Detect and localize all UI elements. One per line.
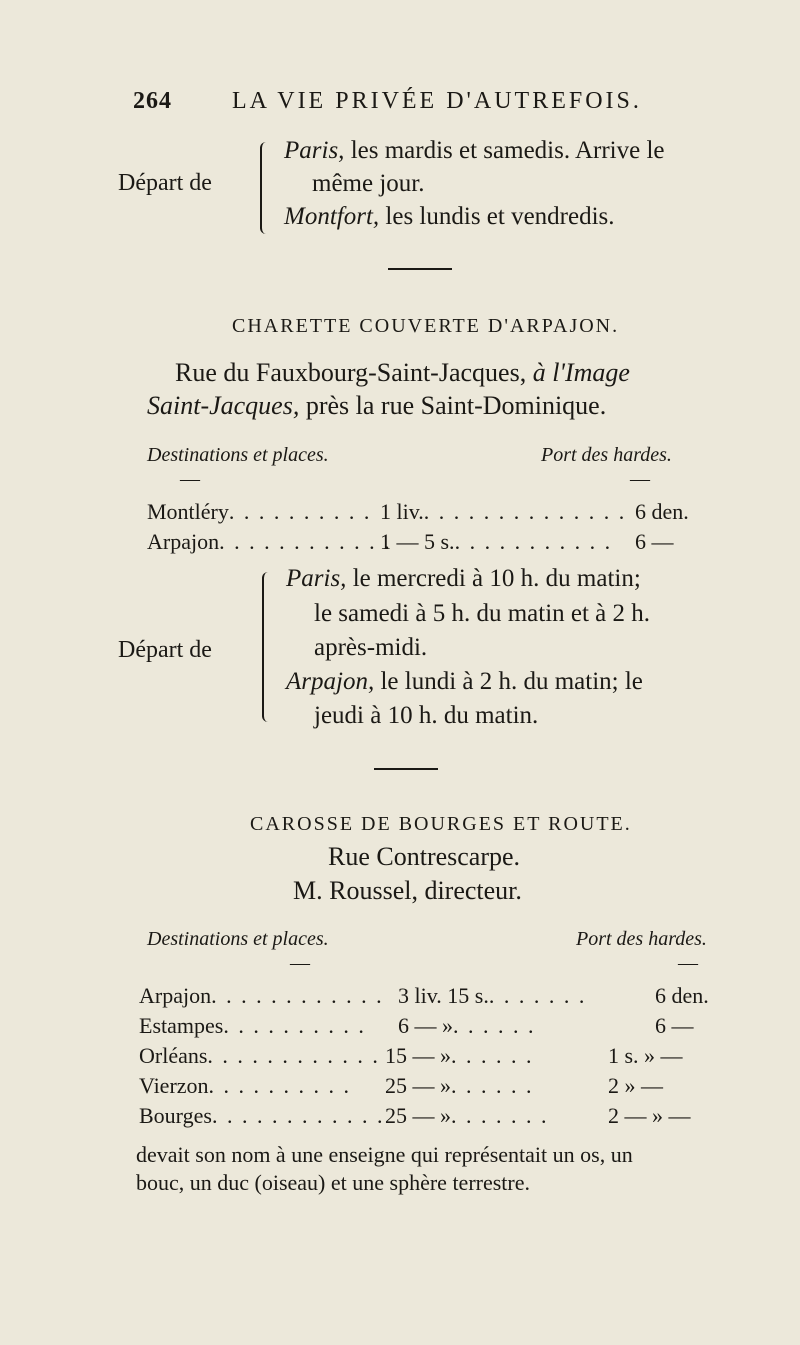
running-header [133, 88, 642, 115]
depart-line: même jour. [312, 170, 425, 197]
table-row: Vierzon. . . . . . . . . . [139, 1073, 352, 1098]
footnote-line: bouc, un duc (oiseau) et une sphère terrestre. [136, 1170, 531, 1195]
page-number: 264 [133, 88, 172, 114]
footnote-line: devait son nom à une enseigne qui représentait un os, un [136, 1142, 633, 1167]
address-line: Rue du Fauxbourg-Saint-Jacques, à l'Image [175, 358, 630, 387]
row-port: 6 — [635, 529, 674, 554]
depart-label: Départ de [118, 170, 212, 196]
row-price: 1 — 5 s.. . . . . . . . . . . [380, 529, 613, 554]
depart-line: jeudi à 10 h. du matin. [314, 702, 539, 729]
separator-rule [388, 268, 452, 270]
row-port: 1 s. » — [608, 1043, 683, 1068]
row-price: 25 — ». . . . . . . [385, 1103, 549, 1128]
table-row: Orléans. . . . . . . . . . . . [139, 1043, 380, 1068]
row-price: 6 — ». . . . . . [398, 1013, 536, 1038]
row-price: 1 liv.. . . . . . . . . . . . . . [380, 499, 627, 524]
depart-label: Départ de [118, 637, 212, 663]
depart-line: Paris, les mardis et samedis. Arrive le [284, 137, 665, 164]
row-port: 6 — [655, 1013, 694, 1038]
depart-line: Arpajon, le lundi à 2 h. du matin; le [286, 668, 643, 695]
table-row: Bourges. . . . . . . . . . . . [139, 1103, 385, 1128]
depart-line: le samedi à 5 h. du matin et à 2 h. [314, 600, 651, 627]
director-line: M. Roussel, directeur. [293, 876, 522, 905]
separator-rule [374, 768, 438, 770]
table-row: Arpajon. . . . . . . . . . . . [139, 983, 384, 1008]
row-price: 25 — ». . . . . . [385, 1073, 534, 1098]
row-port: 2 » — [608, 1073, 663, 1098]
running-title: LA VIE PRIVÉE D'AUTREFOIS. [232, 88, 642, 114]
row-port: 6 den. [635, 499, 689, 524]
column-dash: — [180, 468, 200, 490]
depart-line: après-midi. [314, 634, 428, 661]
table-row: Arpajon. . . . . . . . . . . . [147, 529, 392, 554]
section-title: CHARETTE COUVERTE D'ARPAJON. [232, 315, 620, 337]
address-line: Saint-Jacques, près la rue Saint-Dominique. [147, 391, 607, 420]
row-price: 15 — ». . . . . . [385, 1043, 534, 1068]
brace [262, 572, 274, 722]
brace [260, 142, 272, 234]
address-line: Rue Contrescarpe. [328, 842, 521, 871]
column-dash: — [678, 952, 698, 974]
column-dash: — [630, 468, 650, 490]
column-header-port: Port des hardes. [576, 928, 707, 950]
column-header-port: Port des hardes. [541, 444, 672, 466]
table-row: Montléry. . . . . . . . . . [147, 499, 372, 524]
column-header-destinations: Destinations et places. [147, 444, 329, 466]
row-port: 2 — » — [608, 1103, 691, 1128]
row-price: 3 liv. 15 s.. . . . . . . [398, 983, 587, 1008]
depart-line: Paris, le mercredi à 10 h. du matin; [286, 565, 641, 592]
depart-line: Montfort, les lundis et vendredis. [284, 203, 615, 230]
section-title: CAROSSE DE BOURGES ET ROUTE. [250, 813, 632, 835]
row-port: 6 den. [655, 983, 709, 1008]
column-dash: — [290, 952, 310, 974]
column-header-destinations: Destinations et places. [147, 928, 329, 950]
table-row: Estampes. . . . . . . . . . [139, 1013, 366, 1038]
